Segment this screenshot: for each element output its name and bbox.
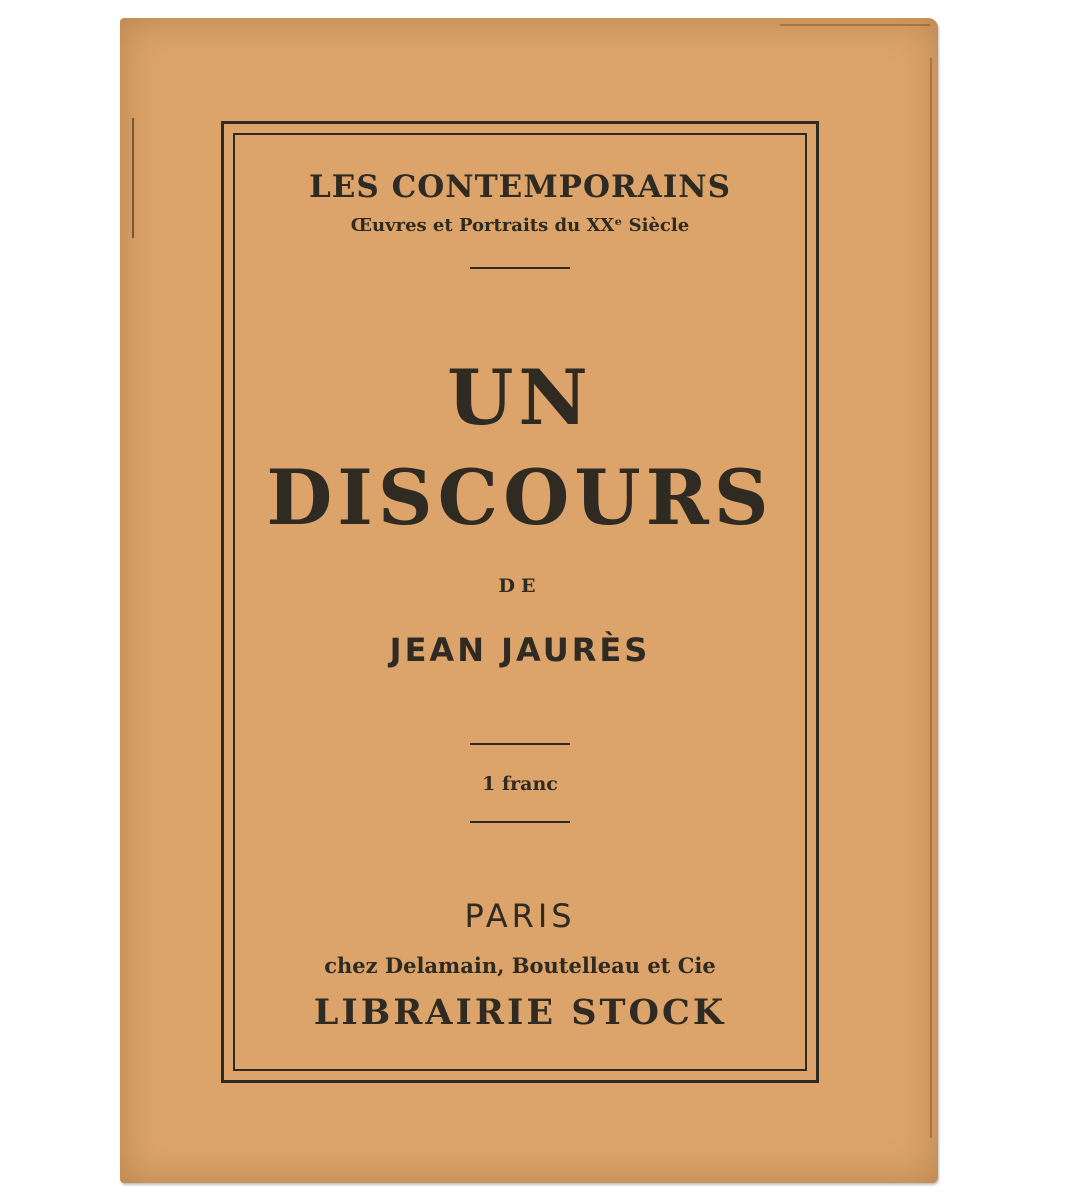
author-name: JEAN JAURÈS [389,631,651,669]
series-subtitle: Œuvres et Portraits du XXᵉ Siècle [350,215,690,236]
worn-edge-right [922,58,932,1138]
price-label: 1 franc [482,773,558,795]
publisher-line: chez Delamain, Boutelleau et Cie [324,953,716,978]
worn-edge-top [780,24,930,36]
divider-rule-top [470,267,570,269]
series-title: LES CONTEMPORAINS [309,169,731,205]
cover-text-block [235,135,805,1069]
imprint-name: LIBRAIRIE STOCK [313,992,727,1033]
divider-rule-above-price [470,743,570,745]
spine-mark [132,118,134,238]
book-title-line-1: UN [447,353,593,442]
book-title-line-2: DISCOURS [266,453,774,542]
divider-rule-below-price [470,821,570,823]
publication-city: PARIS [464,897,576,935]
author-preposition: DE [498,575,542,597]
